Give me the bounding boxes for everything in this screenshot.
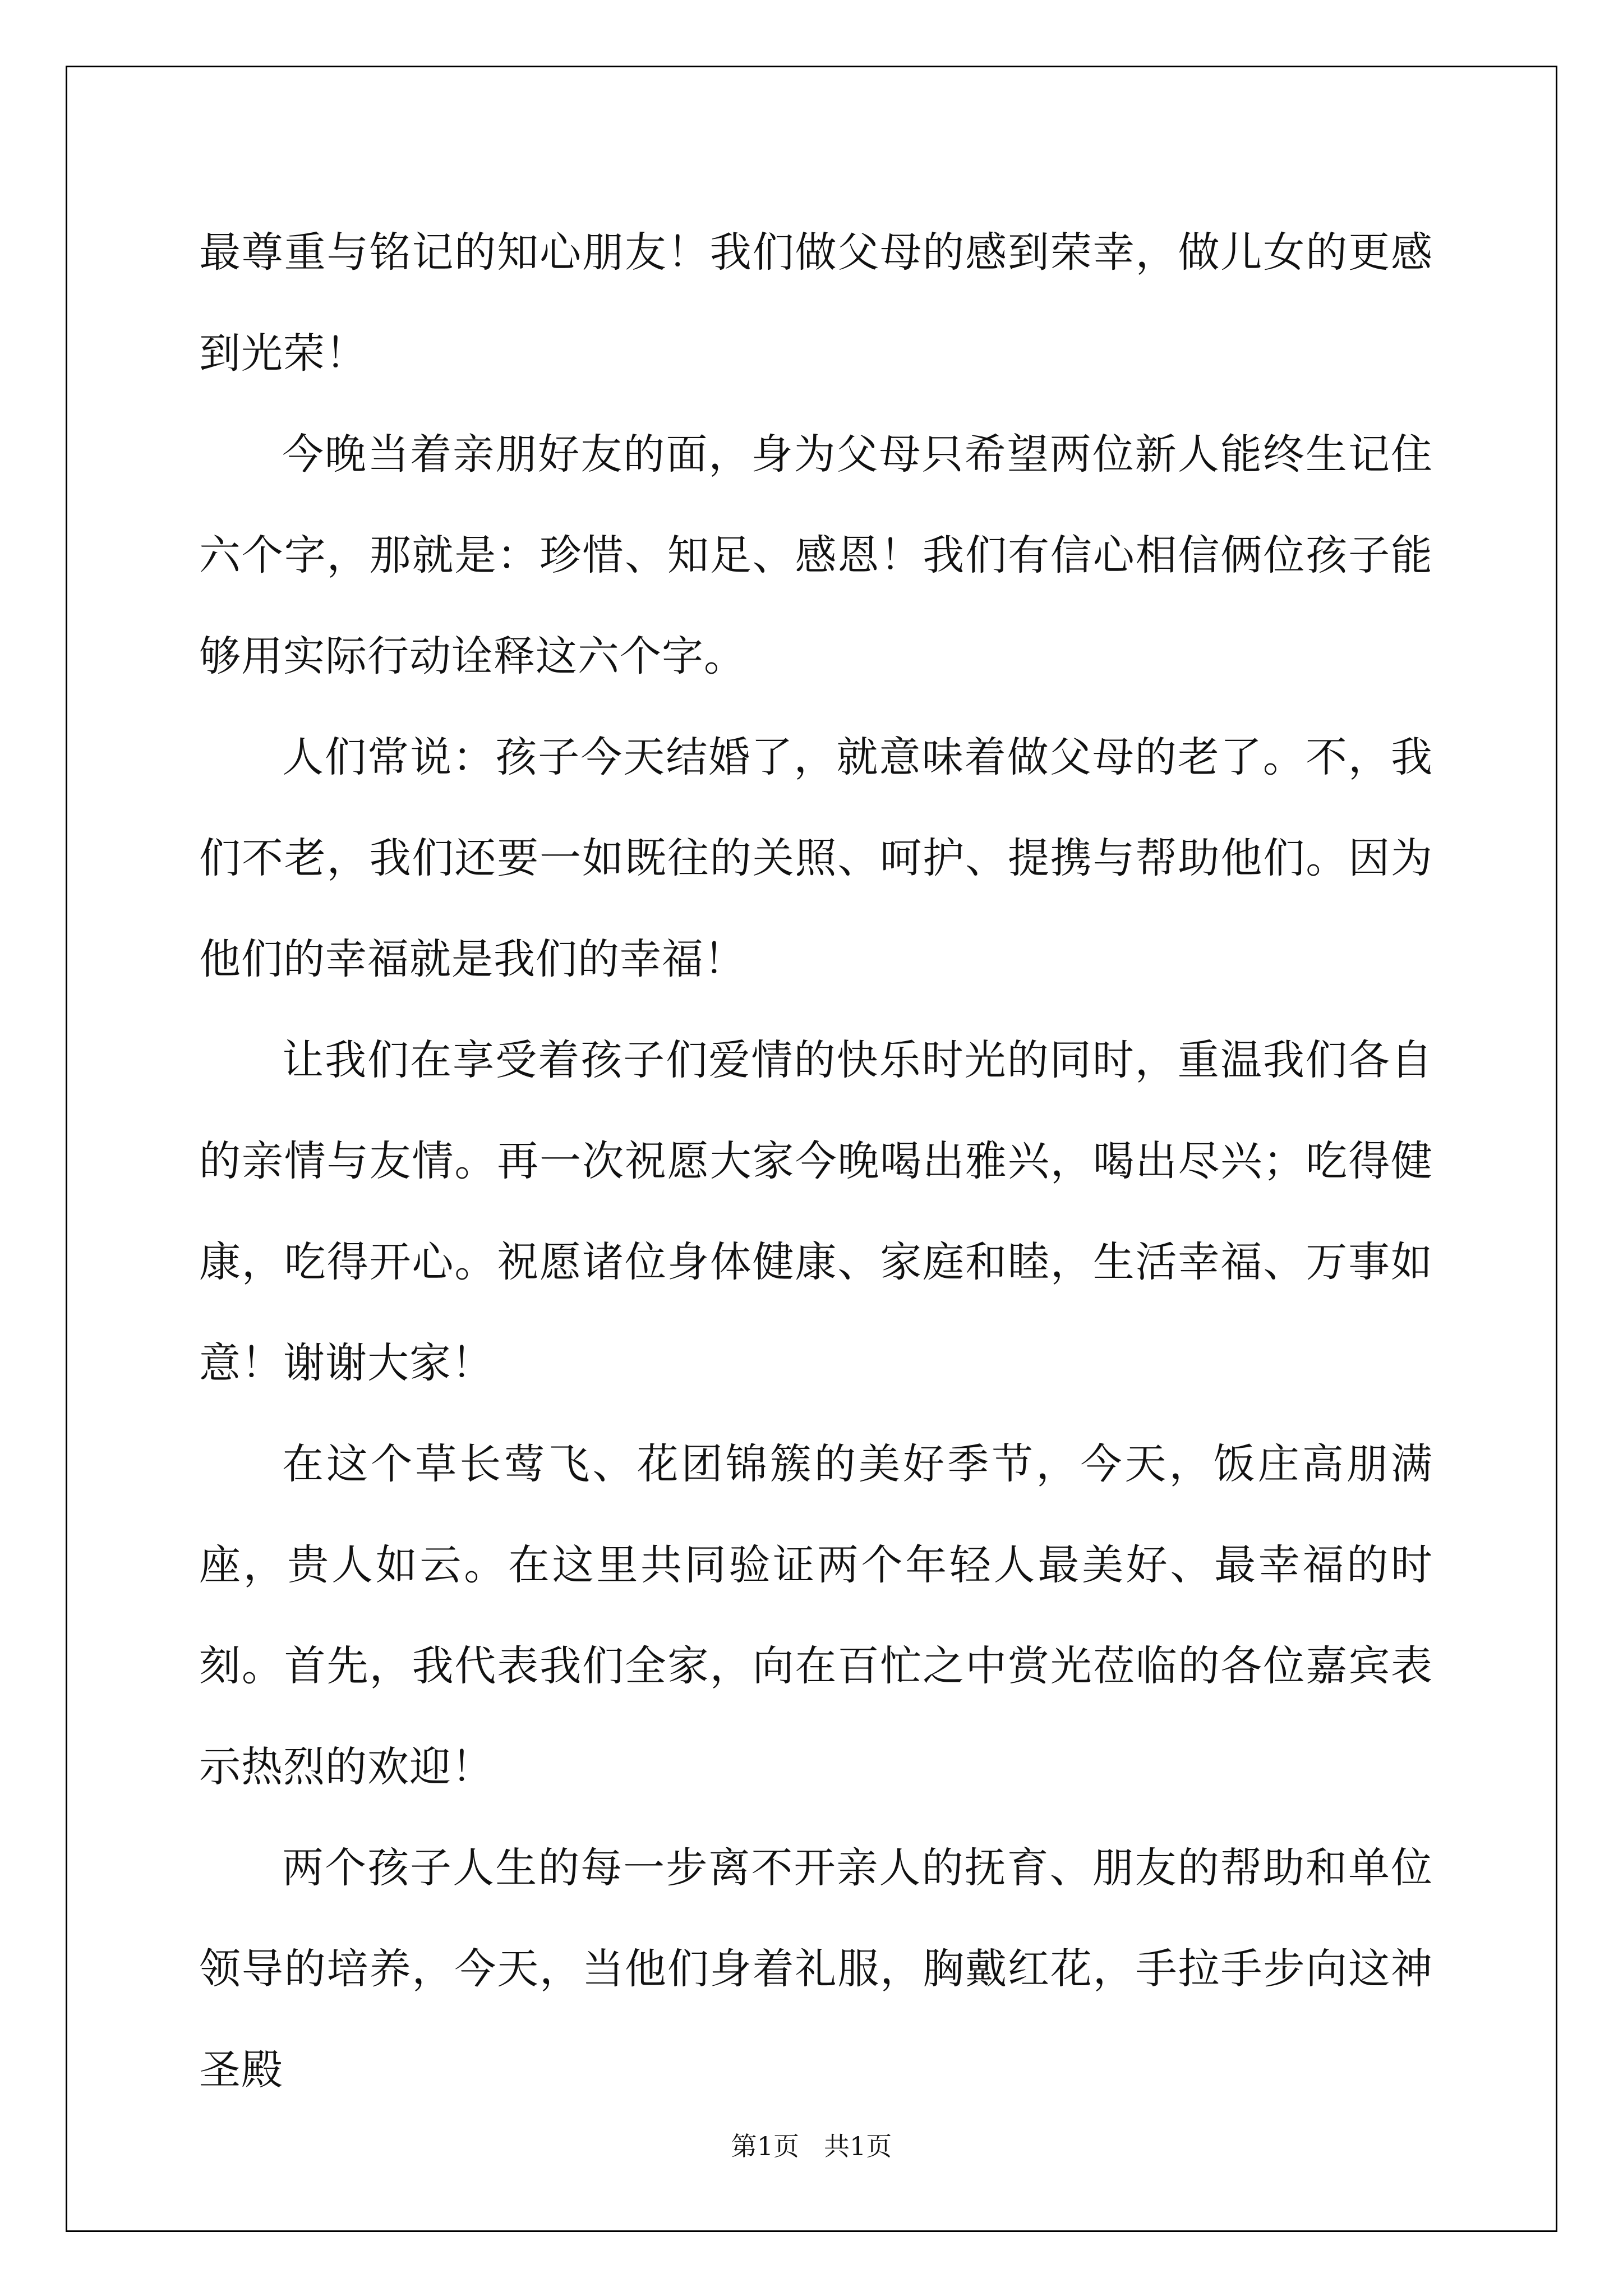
page-number: 第1页 xyxy=(731,2131,800,2161)
page-total: 共1页 xyxy=(823,2131,892,2161)
page-footer xyxy=(0,2126,1623,2163)
paragraph-3: 人们常说：孩子今天结婚了，就意味着做父母的老了。不，我们不老，我们还要一如既往的关照、呵护、提携与帮助他们。因为他们的幸福就是我们的幸福！ xyxy=(199,733,1433,983)
paragraph-4: 让我们在享受着孩子们爱情的快乐时光的同时，重温我们各自的亲情与友情。再一次祝愿大家今晚喝出雅兴，喝出尽兴；吃得健康，吃得开心。祝愿诸位身体健康、家庭和睦，生活幸福、万事如意！谢谢大家！ xyxy=(199,1036,1433,1387)
paragraph-1: 最尊重与铭记的知心朋友！我们做父母的感到荣幸，做儿女的更感到光荣！ xyxy=(199,228,1433,378)
paragraph-2: 今晚当着亲朋好友的面，身为父母只希望两位新人能终生记住六个字，那就是：珍惜、知足、感恩！我们有信心相信俩位孩子能够用实际行动诠释这六个字。 xyxy=(199,430,1433,680)
paragraph-6: 两个孩子人生的每一步离不开亲人的抚育、朋友的帮助和单位领导的培养，今天，当他们身着礼服，胸戴红花，手拉手步向这神圣殿 xyxy=(199,1844,1433,2094)
paragraph-5: 在这个草长莺飞、花团锦簇的美好季节，今天，饭庄高朋满座，贵人如云。在这里共同验证两个年轻人最美好、最幸福的时刻。首先，我代表我们全家，向在百忙之中赏光莅临的各位嘉宾表示热烈的欢迎！ xyxy=(199,1440,1433,1791)
document-body xyxy=(199,202,1433,2120)
